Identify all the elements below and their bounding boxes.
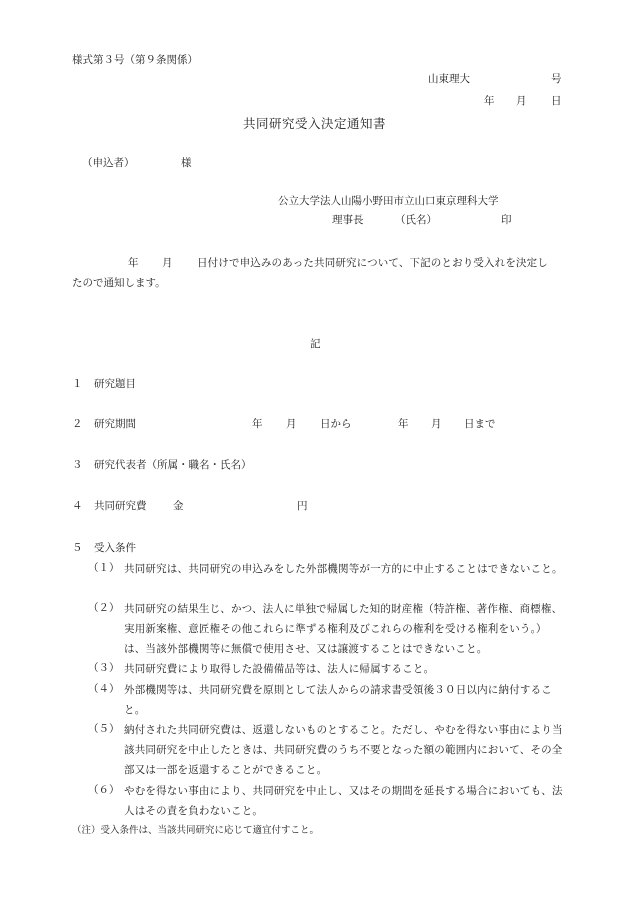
seal-mark: 印 [501,214,512,226]
item-1-num: １ [72,378,83,390]
condition-text: 共同研究の結果生じ、かつ、法人に単独で帰属した知的財産権（特許権、著作権、商標権、実用新案権、意匠権その他これらに準ずる権利及びこれらの権利を受ける権利をいう。）は、当該外部機関等に無償で使用させ、又は譲渡することはできないこと。 [124,603,563,655]
cost-currency: 金 [173,500,184,512]
doc-number-suffix: 号 [551,73,562,85]
intro-line1: 日付けで申込みのあった共同研究について、下記のとおり受入れを決定し [197,257,548,269]
condition-number: （５） [88,723,120,735]
item-5-num: ５ [72,542,83,554]
item-2-num: ２ [72,418,83,430]
intro-month: 月 [162,257,173,269]
form-label: 様式第３号（第９条関係） [72,54,198,66]
period-to-month: 月 [431,418,442,430]
condition-number: （６） [88,784,120,796]
date-day: 日 [551,95,562,107]
period-to-day: 日まで [464,418,496,430]
doc-number-prefix: 山東理大 [428,73,470,85]
item-4-num: ４ [72,500,83,512]
date-month: 月 [516,95,527,107]
condition-number: （３） [88,662,120,674]
cost-unit: 円 [297,500,308,512]
ki-heading: 記 [310,338,321,350]
item-5-label: 受入条件 [94,542,136,554]
condition-number: （２） [88,602,120,614]
condition-text: 外部機関等は、共同研究費を原則として法人からの請求書受領後３０日以内に納付すること。 [124,684,552,716]
issuer-name-placeholder: （氏名） [395,214,437,226]
condition-text: やむを得ない事由により、共同研究を中止し、又はその期間を延長する場合においても、法人はその責を負わないこと。 [124,785,563,817]
item-3-num: ３ [72,459,83,471]
item-1-label: 研究題目 [94,378,136,390]
period-from-month: 月 [286,418,297,430]
issuer-org: 公立大学法人山陽小野田市立山口東京理科大学 [278,195,499,207]
footnote: （注）受入条件は、当該共同研究に応じて適宜付すこと。 [72,825,320,836]
condition-text: 共同研究は、共同研究の申込みをした外部機関等が一方的に中止することはできないこと。 [124,563,563,575]
period-from-year: 年 [252,418,263,430]
period-to-year: 年 [398,418,409,430]
condition-number: （１） [88,562,120,574]
issuer-position: 理事長 [332,214,364,226]
document-title: 共同研究受入決定通知書 [243,116,387,131]
item-4-label: 共同研究費 [94,500,147,512]
condition-number: （４） [88,683,120,695]
item-2-label: 研究期間 [94,418,136,430]
item-3-label: 研究代表者（所属・職名・氏名） [94,459,252,471]
addressee-honorific: 様 [181,157,192,169]
date-year: 年 [484,95,495,107]
addressee-label: （申込者） [82,157,135,169]
period-from-day: 日から [320,418,352,430]
intro-line2: たので通知します。 [72,277,166,289]
condition-text: 共同研究費により取得した設備備品等は、法人に帰属すること。 [124,663,435,675]
intro-year: 年 [128,257,139,269]
condition-text: 納付された共同研究費は、返還しないものとすること。ただし、やむを得ない事由により当該共同研究を中止したときは、共同研究費のうち不要となった額の範囲内において、その全部又は一部を返還することができること。 [124,724,563,776]
